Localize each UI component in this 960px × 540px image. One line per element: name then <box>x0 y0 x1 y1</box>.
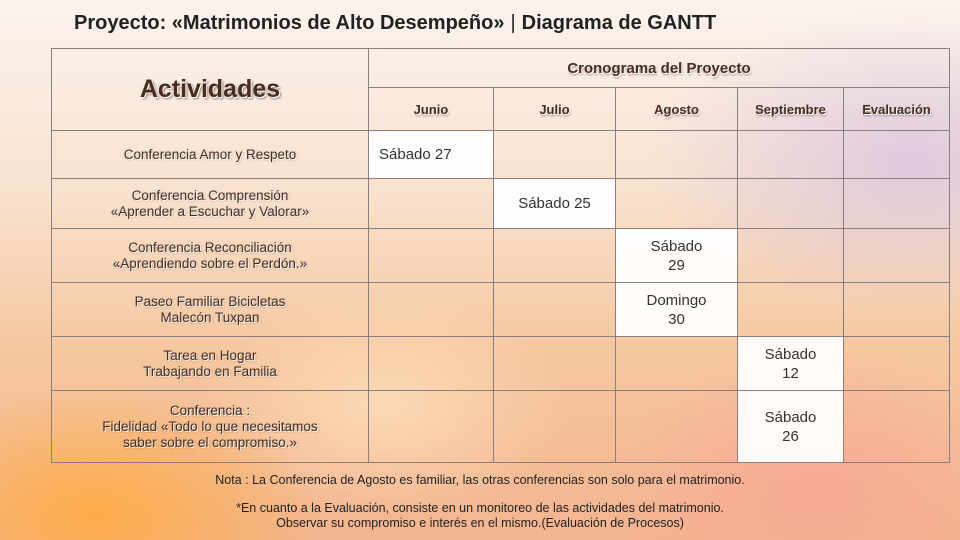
schedule-cell-empty <box>738 179 844 229</box>
month-header-julio: Julio <box>494 88 616 131</box>
date-text: Domingo <box>646 291 707 309</box>
activity-line: Tarea en Hogar <box>163 347 257 363</box>
activity-line: Conferencia Amor y Respeto <box>123 146 297 162</box>
schedule-cell-empty <box>616 179 738 229</box>
activity-line: Trabajando en Familia <box>143 363 277 379</box>
gantt-body <box>52 131 950 463</box>
schedule-cell-empty <box>369 391 494 463</box>
schedule-cell-filled <box>616 283 738 337</box>
gantt-table <box>51 48 950 463</box>
note-evaluacion-line1: *En cuanto a la Evaluación, consiste en un monitoreo de las actividades del matrimonio. <box>236 501 724 515</box>
month-header-septiembre: Septiembre <box>738 88 844 131</box>
schedule-header: Cronograma del Proyecto <box>369 49 950 88</box>
schedule-cell-empty <box>844 283 950 337</box>
schedule-cell-filled <box>738 391 844 463</box>
table-row <box>52 337 950 391</box>
date-text: Sábado 27 <box>379 146 452 163</box>
schedule-cell-empty <box>738 283 844 337</box>
date-text: Sábado <box>650 237 703 255</box>
table-row <box>52 391 950 463</box>
schedule-cell-filled <box>616 229 738 283</box>
date-text: 12 <box>782 364 799 382</box>
date-text: Sábado <box>764 345 817 363</box>
activity-cell <box>52 337 369 391</box>
activity-line: Conferencia Comprensión <box>131 187 289 203</box>
schedule-cell-empty <box>369 179 494 229</box>
month-header-evaluacion: Evaluación <box>844 88 950 131</box>
date-text: 26 <box>782 427 799 445</box>
date-text: 30 <box>668 310 685 328</box>
activity-line: Conferencia : <box>169 402 251 418</box>
activity-line: Fidelidad «Todo lo que necesitamos <box>102 418 318 434</box>
schedule-cell-empty <box>616 391 738 463</box>
schedule-cell-empty <box>844 229 950 283</box>
activity-line: Conferencia Reconciliación <box>128 239 292 255</box>
month-header-junio: Junio <box>369 88 494 131</box>
schedule-cell-empty <box>369 229 494 283</box>
schedule-cell-empty <box>369 283 494 337</box>
schedule-cell-empty <box>844 337 950 391</box>
activity-line: «Aprendiendo sobre el Perdón.» <box>112 255 308 271</box>
activities-header: Actividades <box>52 49 369 131</box>
table-row <box>52 283 950 337</box>
schedule-cell-empty <box>844 131 950 179</box>
activity-cell <box>52 131 369 179</box>
schedule-cell-empty <box>494 229 616 283</box>
title-separator: | <box>510 12 516 34</box>
date-text: Sábado 25 <box>518 195 591 212</box>
schedule-cell-filled <box>738 337 844 391</box>
schedule-cell-empty <box>616 131 738 179</box>
activity-line: «Aprender a Escuchar y Valorar» <box>110 203 310 219</box>
activity-line: Malecón Tuxpan <box>160 309 260 325</box>
month-header-agosto: Agosto <box>616 88 738 131</box>
project-title: Proyecto: «Matrimonios de Alto Desempeño» <box>74 12 505 34</box>
activity-line: saber sobre el compromiso.» <box>122 434 298 450</box>
schedule-cell-filled <box>369 131 494 179</box>
table-row <box>52 179 950 229</box>
schedule-cell-empty <box>738 229 844 283</box>
schedule-cell-empty <box>738 131 844 179</box>
schedule-cell-empty <box>844 179 950 229</box>
schedule-cell-empty <box>494 131 616 179</box>
table-row <box>52 229 950 283</box>
schedule-cell-empty <box>494 337 616 391</box>
activity-cell <box>52 283 369 337</box>
activity-cell <box>52 391 369 463</box>
schedule-cell-empty <box>844 391 950 463</box>
diagram-title: Diagrama de GANTT <box>521 12 717 34</box>
note-evaluacion-line2: Observar su compromiso e interés en el mismo.(Evaluación de Procesos) <box>276 516 684 530</box>
activity-cell <box>52 229 369 283</box>
date-text: 29 <box>668 256 685 274</box>
schedule-cell-empty <box>616 337 738 391</box>
schedule-cell-empty <box>369 337 494 391</box>
schedule-cell-empty <box>494 391 616 463</box>
table-row <box>52 131 950 179</box>
note-agosto: Nota : La Conferencia de Agosto es familiar, las otras conferencias son solo para el matrimonio. <box>215 473 745 487</box>
note-evaluacion <box>0 501 960 531</box>
schedule-cell-filled <box>494 179 616 229</box>
date-text: Sábado <box>764 408 817 426</box>
activity-cell <box>52 179 369 229</box>
slide-title <box>74 12 716 35</box>
schedule-cell-empty <box>494 283 616 337</box>
activity-line: Paseo Familiar Bicicletas <box>134 293 286 309</box>
